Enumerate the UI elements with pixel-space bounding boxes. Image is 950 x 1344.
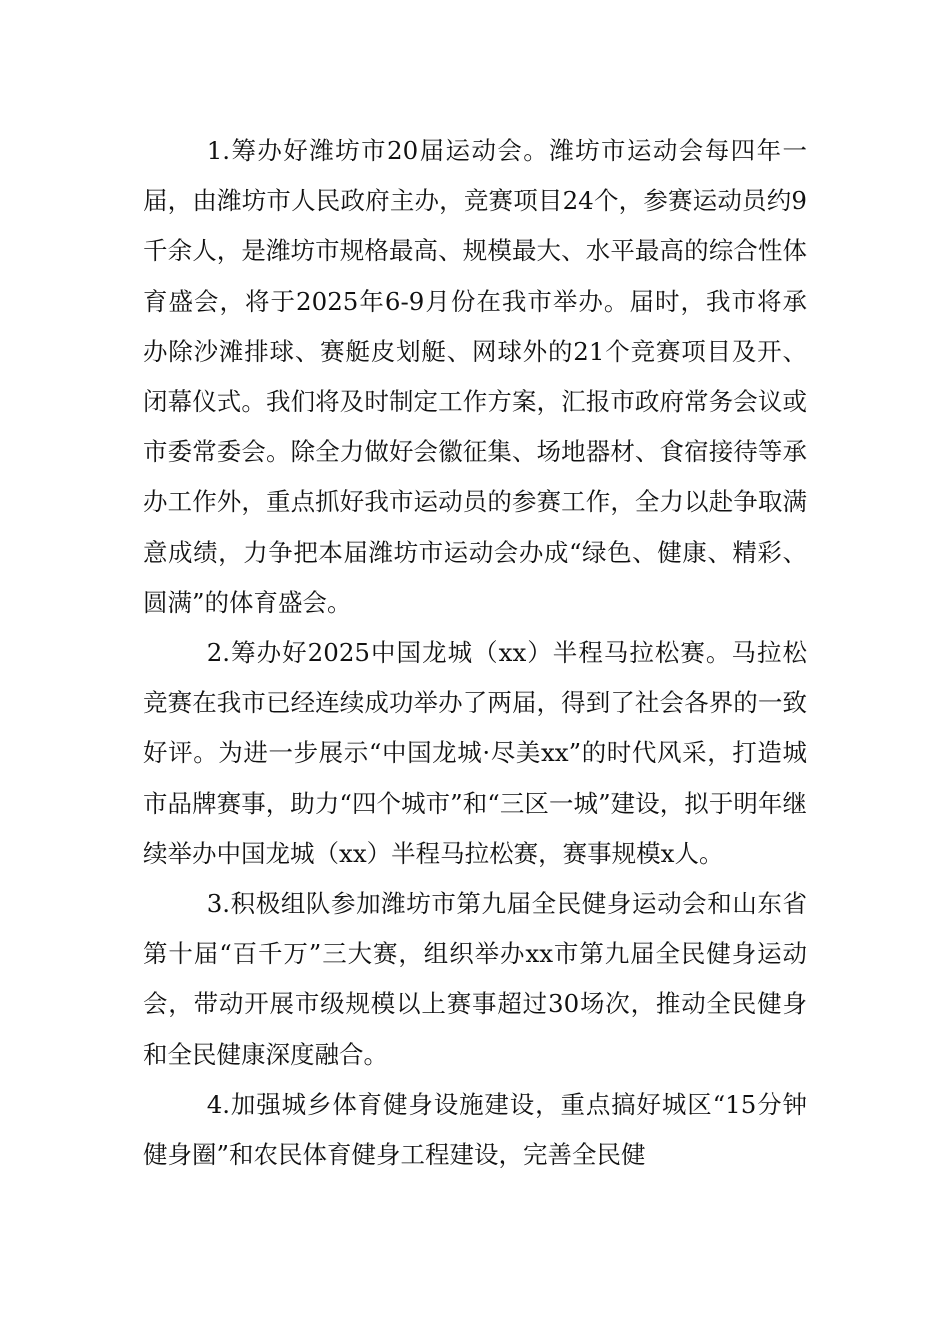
document-body (143, 126, 807, 1180)
paragraph-4: 4.加强城乡体育健身设施建设，重点搞好城区“15分钟健身圈”和农民体育健身工程建设，完善全民健 (143, 1089, 807, 1170)
paragraph-2: 2.筹办好2025中国龙城（xx）半程马拉松赛。马拉松竞赛在我市已经连续成功举办了两届，得到了社会各界的一致好评。为进一步展示“中国龙城·尽美xx”的时代风采，打造城市品牌赛事，助力“四个城市”和“三区一城”建设，拟于明年继续举办中国龙城（xx）半程马拉松赛，赛事规模x人。 (143, 638, 807, 868)
paragraph-1: 1.筹办好潍坊市20届运动会。潍坊市运动会每四年一届，由潍坊市人民政府主办，竞赛项目24个，参赛运动员约9千余人，是潍坊市规格最高、规模最大、水平最高的综合性体育盛会，将于2025年6-9月份在我市举办。届时，我市将承办除沙滩排球、赛艇皮划艇、网球外的21个竞赛项目及开、闭幕仪式。我们将及时制定工作方案，汇报市政府常务会议或市委常委会。除全力做好会徽征集、场地器材、食宿接待等承办工作外，重点抓好我市运动员的参赛工作，全力以赴争取满意成绩，力争把本届潍坊市运动会办成“绿色、健康、精彩、圆满”的体育盛会。 (143, 136, 807, 617)
paragraph-3: 3.积极组队参加潍坊市第九届全民健身运动会和山东省第十届“百千万”三大赛，组织举办xx市第九届全民健身运动会，带动开展市级规模以上赛事超过30场次，推动全民健身和全民健康深度融合。 (143, 889, 807, 1069)
